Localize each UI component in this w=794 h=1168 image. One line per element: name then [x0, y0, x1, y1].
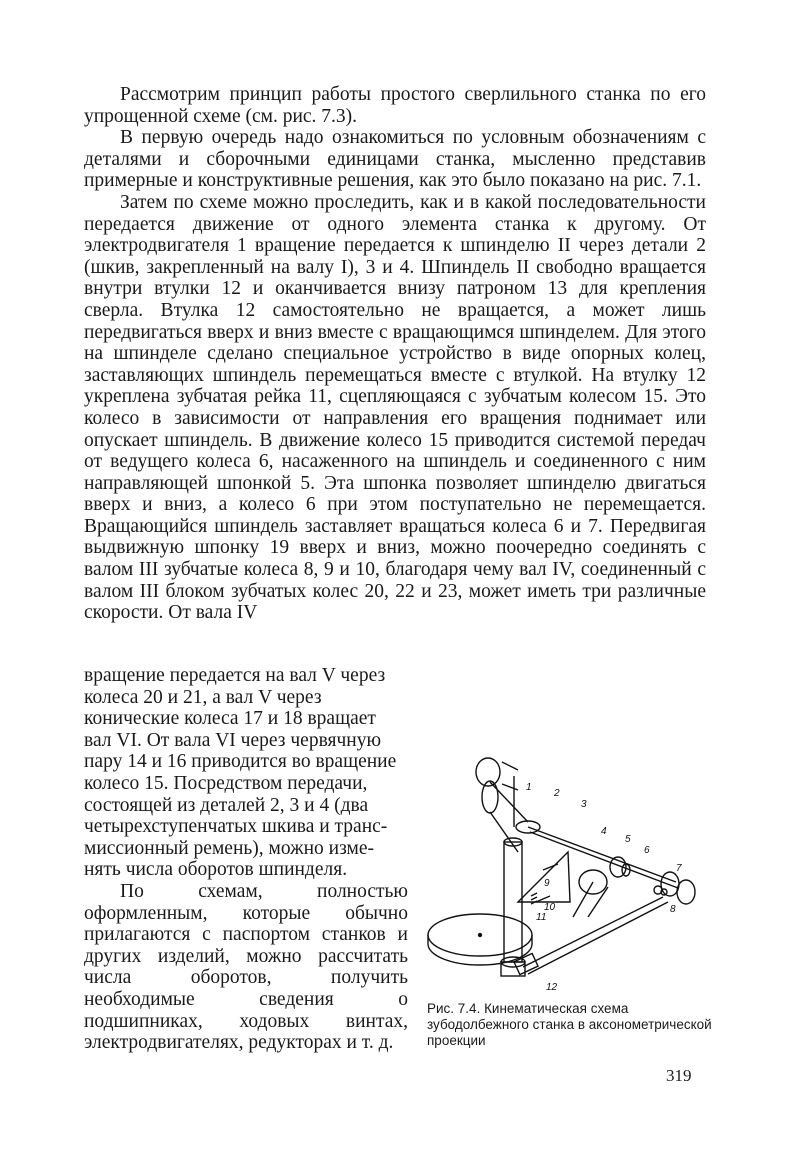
gear-7a — [661, 872, 679, 896]
rod-9 — [573, 882, 608, 917]
page-number: 319 — [666, 1066, 692, 1085]
wrapped-text — [84, 665, 408, 1054]
fig-label-10: 10 — [544, 902, 556, 913]
motor-body — [502, 762, 518, 790]
fig-label-8: 8 — [670, 904, 676, 915]
wrap-line: миссионный ремень), можно изме- — [84, 837, 375, 859]
paragraph-2: В первую очередь надо ознакомиться по условным обозначениям с деталями и сборочными единицами станка, мысленно представив примерные и конструктивные решения, как это было показано на рис. 7.1. — [84, 127, 706, 192]
fig-label-1: 1 — [526, 782, 532, 793]
wrap-line: колеса 20 и 21, а вал V через — [84, 686, 322, 708]
figure-caption: Рис. 7.4. Кинематическая схема зубодолбежного станка в аксонометрической проекции — [427, 1001, 712, 1048]
fig-label-9: 9 — [544, 878, 550, 889]
paragraph-last: По схемам, полностью оформленным, которые обычно прилагаются с паспортом станков и других изделий, можно рассчитать числа оборотов, получить необходимые сведения о подшипниках, ходовых винтах, электродвигателях, редукторах и т. д. — [84, 880, 408, 1054]
fig-label-5: 5 — [625, 834, 631, 845]
figure-labels — [526, 782, 682, 993]
table-center — [479, 934, 482, 937]
fig-label-3: 3 — [581, 799, 587, 810]
wrap-line: вал VI. От вала VI через червячную — [84, 729, 382, 751]
fig-label-4: 4 — [601, 826, 607, 837]
fig-label-11: 11 — [536, 912, 547, 923]
main-text — [84, 84, 706, 624]
fig-label-6: 6 — [644, 845, 650, 856]
wrap-line: четырехступенчатых шкива и транс- — [84, 816, 388, 838]
bracket — [518, 852, 570, 902]
fig-label-7: 7 — [676, 863, 682, 874]
wrap-line: состоящей из деталей 2, 3 и 4 (два — [84, 794, 369, 816]
fig-label-12: 12 — [546, 982, 558, 993]
wrap-line: нять числа оборотов шпинделя. — [84, 859, 348, 881]
gear-7b — [677, 880, 695, 904]
kinematic-diagram-svg — [418, 752, 718, 1002]
main-shaft-2 — [530, 832, 678, 888]
wrap-line: колесо 15. Посредством передачи, — [84, 772, 368, 794]
paragraph-3: Затем по схеме можно проследить, как и в какой последовательности передается движение от одного элемента станка к другому. От электродвигателя 1 вращение передается к шпинделю II через детали 2 (шкив, закрепленный на валу I), 3 и 4. Шпиндель II свободно вращается внутри втулки 12 и оканчивается внизу патроном 13 для крепления сверла. Втулка 12 самостоятельно не вращается, а может лишь передвигаться вверх и вниз вместе с вращающимся шпинделем. Для этого на шпинделе сделано специальное устройство в виде опорных колец, заставляющих шпиндель перемещаться вместе с втулкой. На втулку 12 укреплена зубчатая рейка 11, сцепляющаяся с зубчатым колесом 15. Это колесо в зависимости от направления его вращения поднимает или опускает шпиндель. В движение колесо 15 приводится системой передач от ведущего колеса 6, насаженного на шпиндель и соединенного с ним направляющей шпонкой 5. Эта шпонка позволяет шпинделю двигаться вверх и вниз, а колесо 6 при этом поступательно не перемещается. Вращающийся шпиндель заставляет вращаться колеса 6 и 7. Передвигая выдвижную шпонку 19 вверх и вниз, можно поочередно соединять с валом III зубчатые колеса 8, 9 и 10, благодаря чему вал IV, соединенный с валом III блоком зубчатых колес 20, 22 и 23, может иметь три различные скорости. От вала IV — [84, 191, 706, 624]
paragraph-1: Рассмотрим принцип работы простого сверлильного станка по его упрощенной схеме (см. рис. 7.3). — [84, 84, 706, 127]
wrap-line: пару 14 и 16 приводится во вращение — [84, 751, 397, 773]
kinematic-diagram — [418, 752, 718, 1002]
wrap-line: конические колеса 17 и 18 вращает — [84, 708, 376, 730]
fig-label-2: 2 — [554, 788, 560, 799]
wrap-line: вращение передается на вал V через — [84, 665, 386, 686]
